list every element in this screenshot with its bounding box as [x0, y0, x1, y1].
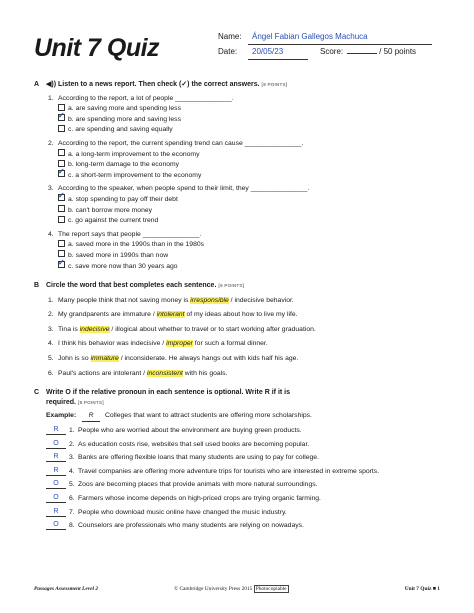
option-letter: c.: [68, 126, 74, 134]
score-field[interactable]: [347, 53, 377, 54]
answer-blank[interactable]: O: [46, 440, 66, 449]
sentence: [48, 325, 440, 335]
item-number: 3.: [69, 454, 75, 462]
question: [46, 184, 440, 225]
relative-clause-item: [46, 440, 440, 450]
answer-option[interactable]: [58, 167, 440, 181]
circled-word[interactable]: immature: [90, 355, 119, 363]
question: [46, 94, 440, 135]
item-number: 1.: [69, 427, 75, 435]
answer-blank[interactable]: R: [46, 426, 66, 435]
score-label: Score:: [320, 47, 344, 56]
sentence-end: . He always hangs out with kids half his age.: [164, 355, 299, 363]
footer-copyright: © Cambridge University Press 2015 Photocopiable: [174, 586, 287, 592]
checked-box-icon[interactable]: [58, 191, 65, 201]
example-answer: R: [82, 411, 100, 422]
quiz-body: [34, 80, 440, 531]
section-points: [6 POINTS]: [218, 283, 245, 289]
item-text: Travel companies are offering more adventure trips for tourists who are interested in extreme sports.: [78, 467, 380, 475]
sentence-start: I think his behavior was: [58, 340, 131, 348]
option-letter: c.: [68, 217, 74, 225]
checkbox-icon[interactable]: [58, 104, 65, 111]
option-letter: c.: [68, 262, 74, 270]
sentence-number: 2.: [48, 311, 54, 319]
option-text: a short-term improvement to the economy: [75, 171, 202, 179]
item-number: 2.: [69, 440, 75, 448]
item-number: 7.: [69, 508, 75, 516]
checked-box-icon[interactable]: [58, 111, 65, 121]
sentence-end: of my ideas about how to live my life.: [184, 311, 298, 319]
question-text: The report says that people _______________.: [58, 230, 202, 238]
item-number: 8.: [69, 522, 75, 530]
sentence-number: 3.: [48, 325, 54, 333]
option-letter: a.: [68, 241, 74, 249]
sentence-start: Paul's actions are: [58, 369, 114, 377]
option-letter: b.: [68, 251, 74, 259]
relative-clause-item: [46, 453, 440, 463]
option-text: are spending and saving equally: [75, 126, 173, 134]
option-text: are saving more and spending less: [75, 105, 181, 113]
choice-separator: /: [160, 340, 167, 348]
option-letter: c.: [68, 171, 74, 179]
option-text: save more now than 30 years ago: [75, 262, 178, 270]
speaker-icon: ◀)): [46, 81, 57, 88]
sentence: [48, 339, 440, 349]
circled-word[interactable]: inconsistent: [146, 369, 183, 377]
option-text: long-term damage to the economy: [75, 161, 180, 169]
section-instruction: Listen to a news report. Then check (✓) the correct answers.: [58, 81, 260, 88]
word-choice[interactable]: indecisive: [130, 340, 161, 348]
checkmark-icon: ✓: [58, 111, 65, 121]
section-b-sentences: [46, 296, 440, 379]
word-choice[interactable]: indecisive: [234, 296, 265, 304]
checkbox-icon[interactable]: [58, 216, 65, 223]
student-info: [218, 30, 432, 60]
question-text: According to the report, the current spending trend can cause _______________.: [58, 139, 304, 147]
answer-option[interactable]: [58, 111, 440, 125]
section-instruction: Circle the word that best completes each sentence.: [46, 282, 217, 290]
relative-clause-item: [46, 480, 440, 490]
circled-word[interactable]: intolerant: [156, 311, 185, 319]
section-c-heading: [34, 388, 440, 407]
question-text: According to the speaker, when people spend to their limit, they _______________.: [58, 185, 310, 193]
word-choice[interactable]: illogical: [115, 325, 138, 333]
section-instruction: Write O if the relative pronoun in each sentence is optional. Write R if it is: [46, 389, 291, 397]
relative-clause-item: [46, 494, 440, 504]
option-text: saved more in 1990s than now: [75, 251, 169, 259]
word-choice[interactable]: inconsiderate: [124, 355, 165, 363]
section-c-items: [46, 426, 440, 531]
word-choice[interactable]: immature: [122, 311, 151, 319]
item-text: People who download music online have changed the music industry.: [78, 508, 287, 516]
item-text: Banks are offering flexible loans that many students are using to pay for college.: [78, 454, 319, 462]
sentence: [48, 296, 440, 306]
checkbox-icon[interactable]: [58, 149, 65, 156]
choice-separator: /: [109, 325, 116, 333]
choice-separator: /: [150, 311, 157, 319]
circled-word[interactable]: indecisive: [79, 325, 110, 333]
name-field[interactable]: Ángel Fabian Gallegos Machuca: [248, 30, 432, 45]
sentence-start: John is so: [58, 355, 91, 363]
relative-clause-item: [46, 521, 440, 531]
photocopiable-badge: Photocopiable: [255, 586, 287, 592]
relative-clause-item: [46, 426, 440, 436]
choice-separator: /: [118, 355, 125, 363]
checked-box-icon[interactable]: [58, 167, 65, 177]
checkbox-icon[interactable]: [58, 250, 65, 257]
checkmark-icon: ✓: [58, 191, 65, 201]
checkbox-icon[interactable]: [58, 160, 65, 167]
question-text: According to the report, a lot of people _______________.: [58, 94, 234, 102]
answer-blank[interactable]: R: [46, 453, 66, 462]
sentence: [48, 310, 440, 320]
circled-word[interactable]: improper: [166, 340, 193, 348]
checkmark-icon: ✓: [58, 167, 65, 177]
option-letter: a.: [68, 150, 74, 158]
answer-option[interactable]: [58, 205, 440, 216]
question: [46, 230, 440, 271]
item-text: Zoos are becoming places that provide animals with more natural surroundings.: [78, 481, 318, 489]
question-number: 2.: [48, 139, 54, 147]
sentence-start: Tina is: [58, 325, 80, 333]
example-line: [46, 411, 440, 422]
sentence-start: My grandparents are: [58, 311, 123, 319]
score-total: / 50 points: [379, 47, 417, 56]
question-number: 1.: [48, 94, 54, 102]
answer-option[interactable]: [58, 149, 440, 160]
sentence-start: Many people think that not saving money is: [58, 296, 191, 304]
sentence-end: with his goals.: [182, 369, 228, 377]
item-text: People who are worried about the environment are buying green products.: [78, 427, 302, 435]
date-field[interactable]: 20/05/23: [248, 45, 308, 60]
item-text: Counselors are professionals who many students are relying on nowadays.: [78, 522, 304, 530]
footer-series: Passages Assessment Level 2: [34, 586, 99, 592]
name-label: Name:: [218, 32, 242, 41]
question-stem: [46, 94, 440, 104]
answer-blank[interactable]: O: [46, 494, 66, 503]
checkbox-icon[interactable]: [58, 205, 65, 212]
answer-blank[interactable]: R: [46, 467, 66, 476]
item-number: 4.: [69, 467, 75, 475]
checkbox-icon[interactable]: [58, 125, 65, 132]
choice-separator: /: [228, 296, 235, 304]
question-stem: [46, 184, 440, 194]
section-letter: B: [34, 282, 40, 290]
example-text: Colleges that want to attract students are offering more scholarships.: [105, 412, 312, 420]
sentence-number: 6.: [48, 369, 54, 377]
sentence-number: 1.: [48, 296, 54, 304]
answer-blank[interactable]: O: [46, 480, 66, 489]
answer-option[interactable]: [58, 159, 440, 170]
question-number: 4.: [48, 230, 54, 238]
option-letter: b.: [68, 206, 74, 214]
option-text: can't borrow more money: [75, 206, 153, 214]
checkmark-icon: ✓: [58, 258, 65, 267]
section-points: [8 POINTS]: [77, 399, 104, 405]
item-text: As education costs rise, websites that sell used books are becoming popular.: [78, 440, 310, 448]
sentence: [48, 369, 440, 379]
question-stem: [46, 139, 440, 149]
option-letter: b.: [68, 161, 74, 169]
option-letter: a.: [68, 195, 74, 203]
item-text: Farmers whose income depends on high-priced crops are trying organic farming.: [78, 495, 321, 502]
sentence-number: 5.: [48, 355, 54, 363]
answer-option[interactable]: [58, 124, 440, 135]
section-a-heading: [34, 80, 440, 90]
option-text: saved more in the 1990s than in the 1980s: [75, 241, 205, 249]
question-stem: [46, 230, 440, 240]
relative-clause-item: [46, 467, 440, 477]
answer-blank[interactable]: O: [46, 521, 66, 530]
footer-page: Unit 7 Quiz ■ 1: [404, 586, 440, 592]
choice-separator: /: [141, 369, 147, 377]
question: [46, 139, 440, 180]
page-title: Unit 7 Quiz: [34, 34, 160, 62]
answer-blank[interactable]: R: [46, 508, 66, 517]
answer-option[interactable]: [58, 258, 440, 272]
circled-word[interactable]: irresponsible: [190, 296, 229, 304]
section-b-heading: [34, 281, 440, 291]
option-text: stop spending to pay off their debt: [75, 195, 178, 203]
answer-option[interactable]: [58, 215, 440, 226]
sentence-end: for such a formal dinner.: [192, 340, 268, 348]
option-text: are spending more and saving less: [75, 115, 181, 123]
checked-box-icon[interactable]: [58, 258, 65, 268]
option-letter: a.: [68, 105, 74, 113]
word-choice[interactable]: intolerant: [113, 369, 142, 377]
section-points: [8 POINTS]: [261, 82, 288, 87]
checkbox-icon[interactable]: [58, 240, 65, 247]
item-number: 5.: [69, 481, 75, 489]
option-text: a long-term improvement to the economy: [75, 150, 200, 158]
option-text: go against the current trend: [75, 217, 159, 225]
answer-option[interactable]: [58, 250, 440, 261]
answer-option[interactable]: [58, 191, 440, 205]
section-letter: A: [34, 81, 40, 88]
section-letter: C: [34, 389, 40, 397]
question-number: 3.: [48, 185, 54, 193]
quiz-header: [34, 30, 438, 76]
relative-clause-item: [46, 508, 440, 518]
answer-option[interactable]: [58, 239, 440, 250]
sentence-number: 4.: [48, 340, 54, 348]
section-a-questions: [46, 94, 440, 272]
date-label: Date:: [218, 47, 238, 56]
section-instruction-cont: required.: [46, 398, 76, 406]
answer-option[interactable]: [58, 103, 440, 114]
option-letter: b.: [68, 115, 74, 123]
sentence: [48, 354, 440, 364]
sentence-end: behavior.: [264, 296, 294, 304]
sentence-end: about whether to travel or to start working after graduation.: [137, 325, 316, 333]
example-label: Example:: [46, 412, 77, 420]
item-number: 6.: [69, 495, 75, 502]
